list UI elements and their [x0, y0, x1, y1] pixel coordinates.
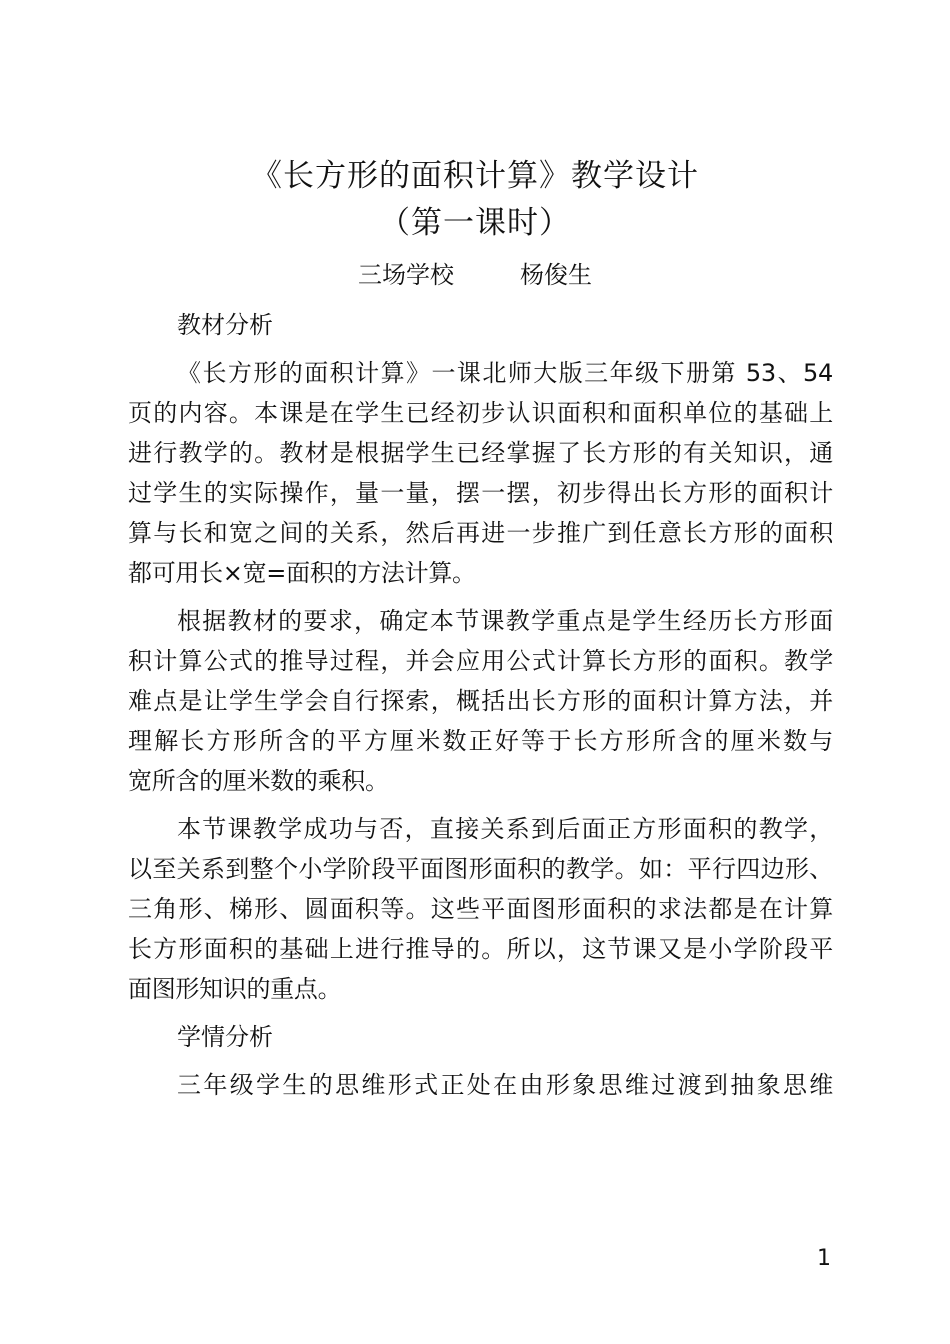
author-name: 杨俊生 — [520, 261, 592, 289]
paragraph — [128, 809, 833, 1009]
text-line: 三角形、梯形、圆面积等。这些平面图形面积的求法都是在计算 — [128, 895, 833, 923]
text-line: 算与长和宽之间的关系，然后再进一步推广到任意长方形的面积 — [128, 519, 833, 547]
section-heading: 教材分析 — [177, 311, 273, 339]
text-line: 面图形知识的重点。 — [128, 975, 342, 1003]
page-number: 1 — [817, 1246, 831, 1271]
text-line: 过学生的实际操作，量一量，摆一摆，初步得出长方形的面积计 — [128, 479, 833, 507]
text-line: 以至关系到整个小学阶段平面图形面积的教学。如：平行四边形、 — [128, 855, 833, 883]
text-line: 理解长方形所含的平方厘米数正好等于长方形所含的厘米数与 — [128, 727, 833, 755]
text-line: 页的内容。本课是在学生已经初步认识面积和面积单位的基础上 — [128, 399, 833, 427]
school-name: 三场学校 — [358, 261, 454, 289]
document-subtitle: （第一课时） — [379, 205, 571, 241]
text-line: 宽所含的厘米数的乘积。 — [128, 767, 389, 795]
text-line: 本节课教学成功与否，直接关系到后面正方形面积的教学， — [177, 815, 833, 843]
text-line: 难点是让学生学会自行探索，概括出长方形的面积计算方法，并 — [128, 687, 833, 715]
document-title: 《长方形的面积计算》教学设计 — [251, 158, 699, 194]
paragraph — [128, 601, 833, 801]
document-body — [128, 305, 833, 1113]
text-line: 都可用长×宽=面积的方法计算。 — [128, 559, 476, 587]
text-line: 积计算公式的推导过程，并会应用公式计算长方形的面积。教学 — [128, 647, 833, 675]
text-line: 三年级学生的思维形式正处在由形象思维过渡到抽象思维 — [177, 1071, 833, 1099]
paragraph — [128, 1065, 833, 1105]
author-line — [0, 255, 950, 295]
paragraph — [128, 353, 833, 593]
text-line: 《长方形的面积计算》一课北师大版三年级下册第 53、54 — [177, 359, 833, 387]
text-line: 进行教学的。教材是根据学生已经掌握了长方形的有关知识，通 — [128, 439, 833, 467]
section-heading: 学情分析 — [177, 1023, 273, 1051]
text-line: 根据教材的要求，确定本节课教学重点是学生经历长方形面 — [177, 607, 833, 635]
text-line: 长方形面积的基础上进行推导的。所以，这节课又是小学阶段平 — [128, 935, 833, 963]
